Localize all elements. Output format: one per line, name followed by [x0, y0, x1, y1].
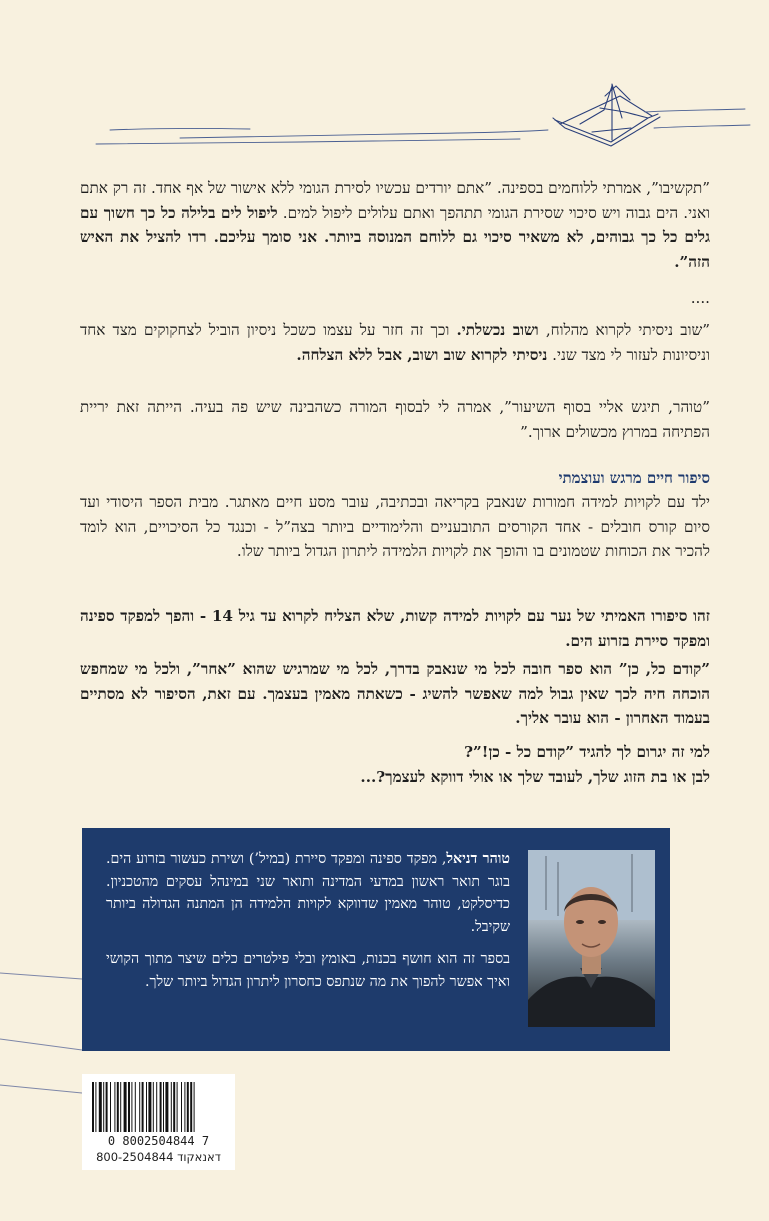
barcode-bar [177, 1082, 178, 1132]
opening-quote [80, 176, 710, 274]
barcode-bar [148, 1082, 151, 1132]
barcode-bar [131, 1082, 132, 1132]
intro-text: ”תקשיבו”, אמרתי ללוחמים בספינה. ”אתם יורדים עכשיו לסירת הגומי ללא אישור של אף אחד. זה רק אתם ואני. הים גבוה ויש סיכוי שסירת הגומי תתהפך ואתם עלולים ליפול למים. [80, 179, 710, 222]
barcode-bar [139, 1082, 140, 1132]
author-name: טוהר דניאל [446, 851, 510, 867]
q2-text: ”שוב ניסיתי לקרוא מהלוח, [538, 321, 710, 339]
barcode-bar [184, 1082, 185, 1132]
barcode-bar [146, 1082, 147, 1132]
author-bio-2: בספר זה הוא חושף בכנות, באומץ ובלי פילטרים כלים שיצר מתוך הקושי ואיך אפשר להפוך את מה שנתפס כחסרון ליתרון הגדול ביותר שלך. [106, 951, 510, 990]
barcode-bar [106, 1082, 108, 1132]
third-quote [80, 395, 710, 444]
story-text: זהו סיפורו האמיתי של נער עם לקויות למידה קשות, שלא הצליח לקרוא עד גיל 14 - והפך למפקד ספינה ומפקד סיירת בזרוע הים. [80, 607, 710, 650]
intro-end-text: רדו להציל את האיש הזה”. [80, 228, 710, 271]
barcode-bar [160, 1082, 162, 1132]
ask-line-2: לבן או בת הזוג שלך, לעובד שלך או אולי דווקא לעצמך?... [360, 767, 710, 786]
barcode-bar [135, 1082, 136, 1132]
barcode-bar [163, 1082, 164, 1132]
barcode-bar [99, 1082, 102, 1132]
barcode-bar [92, 1082, 94, 1132]
barcode-bar [128, 1082, 130, 1132]
barcode-bar [194, 1082, 195, 1132]
barcode-bar [190, 1082, 192, 1132]
desc-text: ילד עם לקויות למידה חמורות שנאבק בקריאה ובכתיבה, עובר מסע חיים מאתגר. מבית הספר היסודי ועד סיום קורס חובלים - אחד הקורסים התובעניים והלימודיים ביותר בצה”ל - וכנגד כל הסיכויים, הוא לומד להכיר את הכוחות שטמונים בו והופך את לקויות הלמידה ליתרון הגדול ביותר שלו. [80, 493, 710, 560]
q2-bold-text-2: ניסיתי לקרוא שוב ושוב, אבל ללא הצלחה. [296, 345, 548, 364]
barcode-bar [153, 1082, 154, 1132]
barcode-bar [120, 1082, 121, 1132]
story-summary [80, 604, 710, 653]
barcode-bar [117, 1082, 119, 1132]
author-portrait-illustration [528, 850, 655, 1027]
second-quote [80, 318, 710, 367]
barcode-bar [95, 1082, 96, 1132]
ellipsis-separator [80, 286, 710, 311]
barcode-bar [124, 1082, 127, 1132]
recommendation-paragraph [80, 657, 710, 731]
barcode-bar [173, 1082, 175, 1132]
ask-line-1: למי זה יגרום לך להגיד ”קודם כל - כן!”? [464, 743, 710, 761]
barcode-bars [82, 1074, 235, 1134]
barcode-caption: 800-2504844 דאנאקוד [96, 1150, 221, 1164]
description-paragraph [80, 490, 710, 564]
author-bio-text [106, 848, 510, 1003]
closing-question [80, 740, 710, 789]
section-heading: סיפור חיים מרגש ועוצמתי [558, 469, 710, 487]
q2-text-continued: וכך זה חזר על עצמו כשכל ניסיון הוביל לצחקוקים מצד אחד וניסיונות לעזור לי מצד שני. [80, 321, 710, 364]
q2-bold-text: ושוב נכשלתי. [456, 321, 539, 339]
intro-bold-text: ליפול לים בלילה כל כך חשוך עם גלים כל כך גבוהים, לא משאיר סיכוי גם ללוחם המנוסה ביותר. אני סומך עליכם. [80, 203, 710, 246]
recommend-text: ”קודם כל, כן” הוא ספר חובה לכל מי שנאבק בדרך, לכל מי שמרגיש שהוא ”אחר”, ולכל מי שמחפש הוכחה חיה לכך שאין גבול למה שאפשר להשיג - כשאתה מאמין בעצמך. עם זאת, הסיפור לא מסתיים בעמוד האחרון - הוא עובר אליך. [80, 660, 710, 727]
barcode-bar [103, 1082, 104, 1132]
barcode-bar [181, 1082, 182, 1132]
dots-text: .... [690, 289, 710, 307]
barcode-bar [110, 1082, 111, 1132]
q3-text: ”טוהר, תיגש אליי בסוף השיעור”, אמרה לי לבסוף המורה כשהבינה שיש פה בעיה. הייתה זאת יריית הפתיחה במרוץ מכשולים ארוך.” [80, 398, 710, 441]
barcode-bar [142, 1082, 144, 1132]
barcode [82, 1074, 235, 1170]
author-bio-1: , מפקד ספינה ומפקד סיירת (במיל’) ושירת כעשור בזרוע הים. בוגר תואר ראשון במדעי המדינה ותואר שני במינהל עסקים מהטכניון. כדיסלקט, טוהר מאמין שדווקא לקויות הלמידה הן המתנה הגדולה ביותר שקיבל. [106, 851, 510, 935]
barcode-bar [114, 1082, 115, 1132]
barcode-bar [156, 1082, 157, 1132]
author-photo [528, 850, 655, 1027]
barcode-bar [165, 1082, 168, 1132]
barcode-number: 0 8002504844 7 [107, 1134, 210, 1148]
author-bio-box [82, 828, 670, 1051]
barcode-bar [187, 1082, 189, 1132]
barcode-bar [171, 1082, 172, 1132]
